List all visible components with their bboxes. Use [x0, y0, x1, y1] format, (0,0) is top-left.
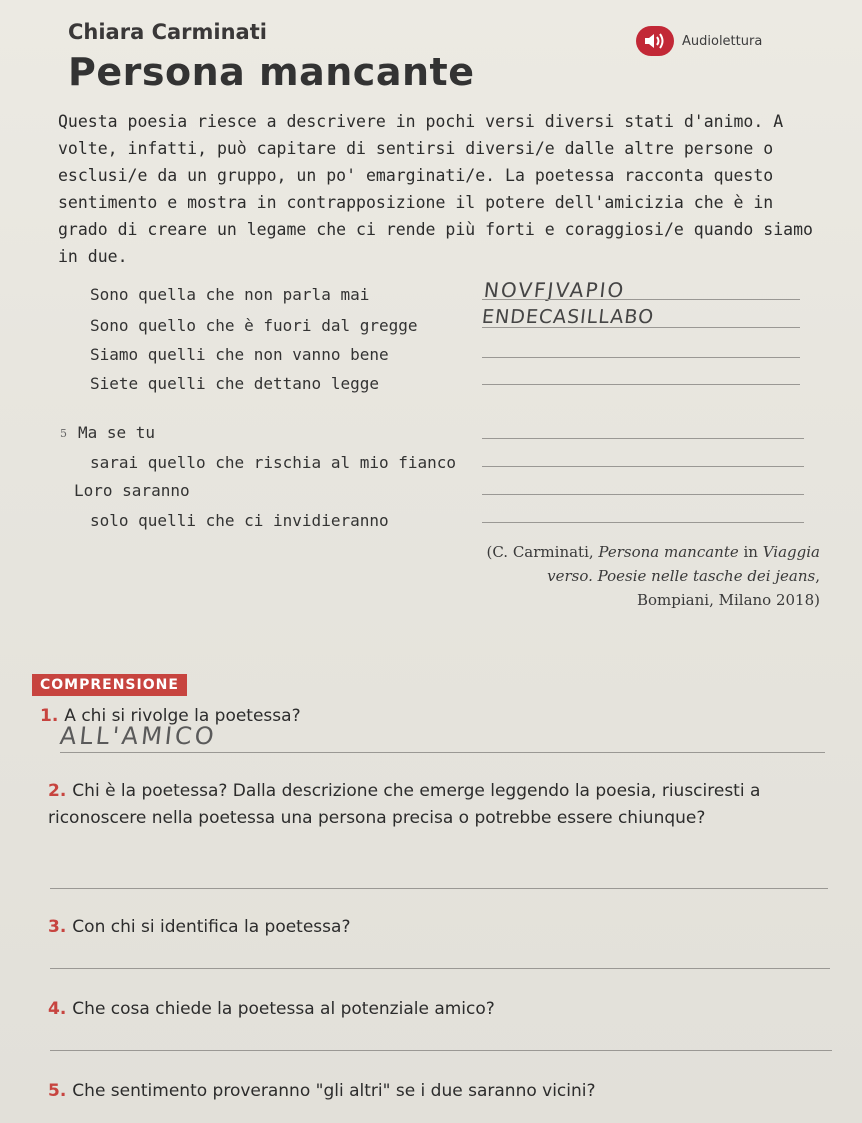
poem-line: Siete quelli che dettano legge — [90, 374, 379, 393]
poem-line: Loro saranno — [74, 481, 190, 500]
answer-line[interactable] — [482, 357, 800, 358]
answer-line[interactable] — [482, 522, 804, 523]
question-3: 3. Con chi si identifica la poetessa? — [48, 917, 351, 937]
audio-label: Audiolettura — [682, 33, 763, 49]
answer-line[interactable] — [482, 494, 804, 495]
author-name: Chiara Carminati — [68, 20, 267, 44]
answer-line[interactable] — [50, 1050, 832, 1051]
answer-line[interactable] — [60, 752, 825, 753]
answer-line[interactable] — [482, 438, 804, 439]
poem-line: Sono quella che non parla mai — [90, 285, 370, 304]
answer-line[interactable] — [482, 299, 800, 300]
answer-line[interactable] — [50, 968, 830, 969]
answer-line[interactable] — [482, 327, 800, 328]
answer-line[interactable] — [50, 888, 828, 889]
comprension-badge: COMPRENSIONE — [32, 674, 187, 696]
question-5: 5. Che sentimento proveranno "gli altri" se i due saranno vicini? — [48, 1081, 596, 1101]
question-2: 2. Chi è la poetessa? Dalla descrizione che emerge leggendo la poesia, riusciresti a riconoscere nella poetessa una persona precisa o potrebbe essere chiunque? — [48, 781, 761, 828]
handwritten-answer: ALL'AMICO — [58, 722, 219, 750]
audio-reading-button[interactable] — [636, 26, 762, 56]
handwritten-answer: NOVFJVAPIO — [482, 278, 627, 302]
poem-line: solo quelli che ci invidieranno — [90, 511, 389, 530]
poem-line: Sono quello che è fuori dal gregge — [90, 316, 418, 335]
answer-line[interactable] — [482, 466, 804, 467]
question-4: 4. Che cosa chiede la poetessa al potenziale amico? — [48, 999, 495, 1019]
intro-paragraph: Questa poesia riesce a descrivere in pochi versi diversi stati d'animo. A volte, infatti, può capitare di sentirsi diversi/e dalle altre persone o esclusi/e da un gruppo, un po' emarginati/e. La poetessa racconta questo sentimento e mostra in contrapposizione il potere dell'amicizia che è in grado di creare un legame che ci rende più forti e coraggiosi/e quando siamo in due. — [58, 112, 813, 266]
question-1: 1. A chi si rivolge la poetessa? — [40, 706, 301, 726]
poem-line: sarai quello che rischia al mio fianco — [90, 453, 457, 472]
handwritten-answer: ENDECASILLABO — [480, 306, 656, 328]
poem-line: Siamo quelli che non vanno bene — [90, 345, 389, 364]
speaker-icon — [636, 26, 674, 56]
line-number: 5 — [60, 427, 67, 440]
poem-title: Persona mancante — [68, 50, 475, 94]
poem-line: Ma se tu — [78, 423, 156, 442]
answer-line[interactable] — [482, 384, 800, 385]
citation: (C. Carminati, Persona mancante in Viaggia verso. Poesie nelle tasche dei jeans, Bompiani, Milano 2018) — [486, 543, 820, 609]
